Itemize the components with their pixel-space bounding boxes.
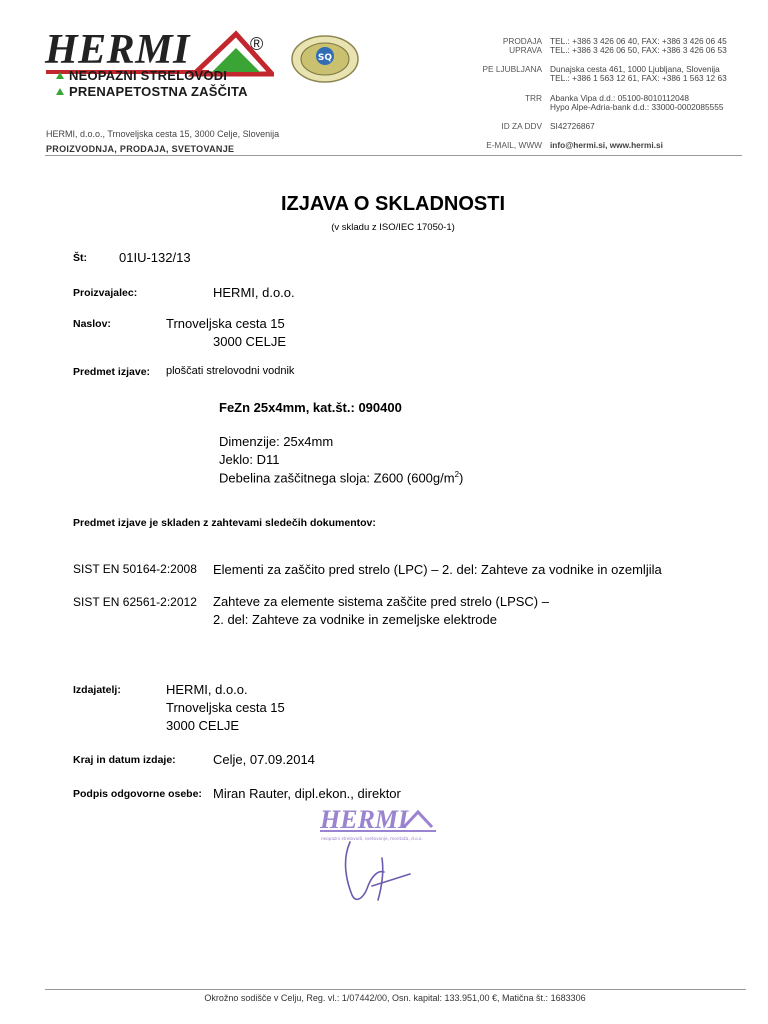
subject-label: Predmet izjave: (73, 366, 151, 378)
signatory-value: Miran Rauter, dipl.ekon., direktor (213, 786, 401, 801)
contact-value: TEL.: +386 3 426 06 40, FAX: +386 3 426 06 45 (550, 36, 727, 46)
contact-label: ID ZA DDV (501, 121, 542, 131)
product-steel: Jeklo: D11 (219, 452, 280, 467)
subject-value: ploščati strelovodni vodnik (166, 365, 295, 377)
registered-mark: ® (250, 34, 264, 54)
svg-text:HERMI: HERMI (320, 805, 409, 834)
number-label: Št: (73, 252, 87, 264)
issuer-value: HERMI, d.o.o. (166, 682, 248, 697)
contact-label: E-MAIL, WWW (486, 140, 542, 150)
product-name: FeZn 25x4mm, kat.št.: 090400 (219, 400, 402, 415)
contact-value: Abanka Vipa d.d.: 05100-8010112048 (550, 93, 690, 103)
address-label: Naslov: (73, 318, 111, 330)
contact-label: UPRAVA (509, 45, 542, 55)
product-dimensions: Dimenzije: 25x4mm (219, 434, 334, 449)
tagline-1: NEOPAZNI STRELOVODI (56, 68, 227, 83)
quality-seal-icon (290, 34, 360, 84)
standard-description: Zahteve za elemente sistema zaščite pred strelo (LPSC) – (213, 594, 549, 609)
contact-label: TRR (524, 93, 542, 103)
product-coating: Debelina zaščitnega sloja: Z600 $(600g/m^2)$ (219, 470, 464, 486)
svg-text:neopazni strelovodi, svetovanj: neopazni strelovodi, svetovanje, montaža, d.o.o. (321, 836, 423, 841)
contact-value: TEL.: +386 3 426 06 50, FAX: +386 3 426 06 53 (550, 45, 727, 55)
issuer-address-1: Trnoveljska cesta 15 (166, 700, 285, 715)
contact-label: PE LJUBLJANA (482, 64, 542, 74)
svg-text:SQ: SQ (317, 53, 333, 63)
footer-divider (45, 989, 746, 990)
contact-email-link[interactable]: info@hermi.si, www.hermi.si (550, 140, 663, 150)
company-stamp-signature (312, 800, 452, 910)
compliance-label: Predmet izjave je skladen z zahtevami sledečih dokumentov: (73, 517, 376, 529)
contact-value: Dunajska cesta 461, 1000 Ljubljana, Slovenija (550, 64, 720, 74)
standard-code: SIST EN 62561-2:2012 (73, 595, 197, 609)
contact-value: SI42726867 (550, 121, 595, 131)
standard-description-cont: 2. del: Zahteve za vodnike in zemeljske elektrode (213, 612, 497, 627)
company-activity: PROIZVODNJA, PRODAJA, SVETOVANJE (46, 144, 235, 154)
footer-registration: Okrožno sodišče v Celju, Reg. vl.: 1/07442/00, Osn. kapital: 133.951,00 €, Matična št.: 1683306 (204, 993, 586, 1003)
green-triangle-icon (56, 88, 64, 95)
document-subtitle: (v skladu z ISO/IEC 17050-1) (331, 222, 455, 233)
signatory-label: Podpis odgovorne osebe: (73, 788, 202, 800)
company-address: HERMI, d.o.o., Trnoveljska cesta 15, 3000 Celje, Slovenija (46, 129, 280, 139)
place-date-label: Kraj in datum izdaje: (73, 754, 176, 766)
place-date-value: Celje, 07.09.2014 (213, 752, 315, 767)
brand-logo: HERMI (45, 27, 190, 73)
standard-description: Elementi za zaščito pred strelo (LPC) – 2. del: Zahteve za vodnike in ozemljila (213, 562, 662, 577)
document-title: IZJAVA O SKLADNOSTI (280, 193, 506, 215)
manufacturer-label: Proizvajalec: (73, 287, 138, 299)
contact-value: Hypo Alpe-Adria-bank d.d.: 33000-0002085555 (550, 102, 724, 112)
tagline-2: PRENAPETOSTNA ZAŠČITA (56, 84, 248, 99)
document-number: 01IU-132/13 (119, 250, 191, 265)
contact-label: PRODAJA (502, 36, 542, 46)
green-triangle-icon (56, 72, 64, 79)
contact-value: TEL.: +386 1 563 12 61, FAX: +386 1 563 12 63 (550, 73, 727, 83)
issuer-label: Izdajatelj: (73, 684, 121, 696)
address-line-1: Trnoveljska cesta 15 (166, 316, 285, 331)
manufacturer-value: HERMI, d.o.o. (213, 285, 295, 300)
standard-code: SIST EN 50164-2:2008 (73, 562, 197, 576)
issuer-address-2: 3000 CELJE (166, 718, 239, 733)
address-line-2: 3000 CELJE (213, 334, 286, 349)
header-divider (45, 155, 742, 156)
